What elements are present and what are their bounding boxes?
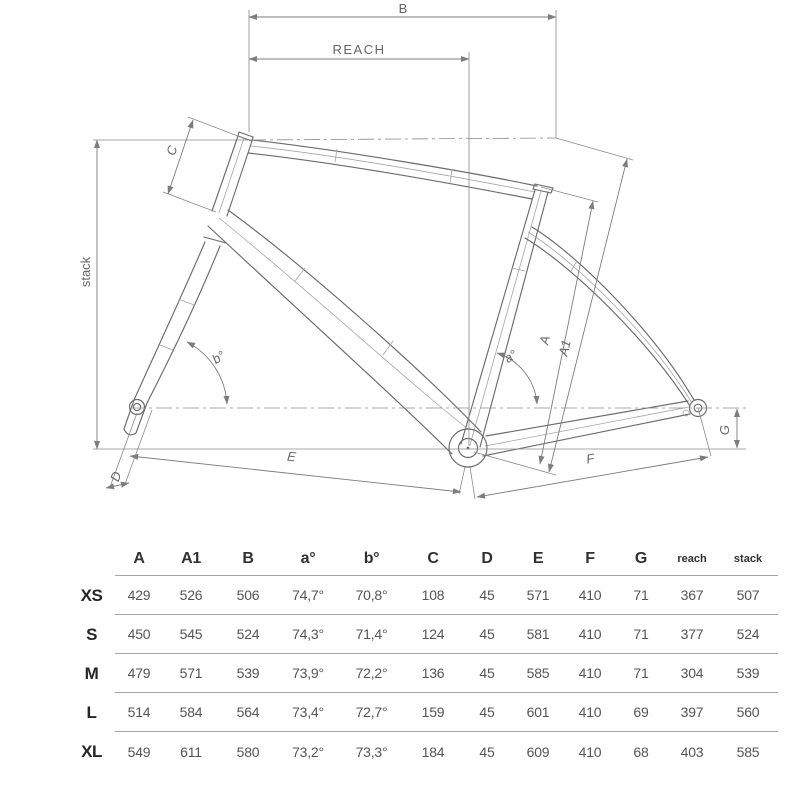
dimension-C-line [168,120,193,194]
table-cell: 609 [526,743,550,760]
table-cell: 69 [616,693,666,732]
table-cell: 560 [718,693,778,732]
dimension-E-line [130,456,461,492]
table-cell: 580 [236,743,260,760]
table-cell: 397 [666,693,718,732]
table-cell: 70,8° [339,576,404,615]
table-cell: 549 [127,743,151,760]
label-A1: A1 [555,338,574,358]
table-cell: 545 [163,615,219,654]
table-cell: 159 [404,693,462,732]
column-header: C [404,542,462,576]
table-cell: 108 [404,576,462,615]
table-cell: 526 [163,576,219,615]
table-cell: 410 [564,693,616,732]
column-header: G [616,542,666,576]
table-cell: 403 [680,743,704,760]
column-header: F [564,542,616,576]
table-cell: 45 [462,576,512,615]
table-cell: 124 [404,615,462,654]
column-header: stack [718,542,778,576]
table-cell: 585 [736,743,760,760]
column-header: B [219,542,277,576]
table-cell: 73,2° [292,743,324,760]
row-label: M [84,663,99,683]
table-cell: 45 [462,615,512,654]
row-label: S [86,624,97,644]
table-cell: 539 [219,654,277,693]
table-cell: 507 [718,576,778,615]
geometry-table [68,542,780,771]
label-a-angle: a° [501,346,520,366]
table-cell: 571 [512,576,564,615]
table-cell: 74,7° [277,576,339,615]
dimension-A1-line [549,159,627,472]
dimension-labels [78,1,732,483]
column-header: A [115,542,163,576]
column-header: b° [339,542,404,576]
table-cell: 71,4° [339,615,404,654]
table-cell: 479 [115,654,163,693]
table-cell: 601 [512,693,564,732]
table-cell: 71 [616,654,666,693]
table-cell: 585 [512,654,564,693]
table-cell: 564 [219,693,277,732]
table-cell: 304 [666,654,718,693]
table-cell: 367 [666,576,718,615]
table-cell: 136 [404,654,462,693]
table-cell: 68 [633,743,649,760]
table-cell: 73,3° [355,743,388,760]
table-cell: 450 [115,615,163,654]
bike-frame-drawing [124,132,707,467]
table-cell: 611 [180,743,202,760]
label-b-angle: b° [209,347,228,367]
table-cell: 184 [421,743,445,760]
column-header: A1 [163,542,219,576]
table-cell: 71 [616,615,666,654]
label-E: E [286,448,297,465]
table-cell: 45 [462,654,512,693]
label-stack: stack [78,256,93,288]
table-corner [68,542,115,576]
table-cell: 581 [512,615,564,654]
reference-lines [93,10,746,499]
table-cell: 45 [479,743,495,760]
table-cell: 539 [718,654,778,693]
dimension-D-line [106,483,129,488]
column-header: a° [277,542,339,576]
table-cell: 514 [115,693,163,732]
table-cell: 45 [462,693,512,732]
label-F: F [585,450,596,467]
label-D: D [107,469,125,484]
table-cell: 410 [578,743,602,760]
table-cell: 524 [718,615,778,654]
column-header: D [462,542,512,576]
table-cell: 71 [616,576,666,615]
column-header: reach [666,542,718,576]
table-cell: 429 [115,576,163,615]
label-B: B [398,1,408,16]
label-G: G [717,424,732,436]
dimension-lines [97,17,737,497]
table-cell: 72,7° [339,693,404,732]
label-reach: REACH [332,42,386,57]
row-label: L [86,702,97,722]
table-cell: 73,4° [277,693,339,732]
table-cell: 571 [163,654,219,693]
row-label: XS [80,585,103,605]
table-cell: 410 [564,576,616,615]
table-cell: 524 [219,615,277,654]
column-header: E [512,542,564,576]
table-cell: 410 [564,615,616,654]
table-cell: 72,2° [339,654,404,693]
table-cell: 73,9° [277,654,339,693]
label-C: C [163,143,181,158]
row-label: XL [81,741,102,761]
table-cell: 74,3° [277,615,339,654]
table-cell: 410 [564,654,616,693]
label-A: A [536,334,553,346]
table-cell: 584 [163,693,219,732]
dimension-A-line [540,201,593,464]
table-cell: 506 [219,576,277,615]
table-cell: 377 [666,615,718,654]
